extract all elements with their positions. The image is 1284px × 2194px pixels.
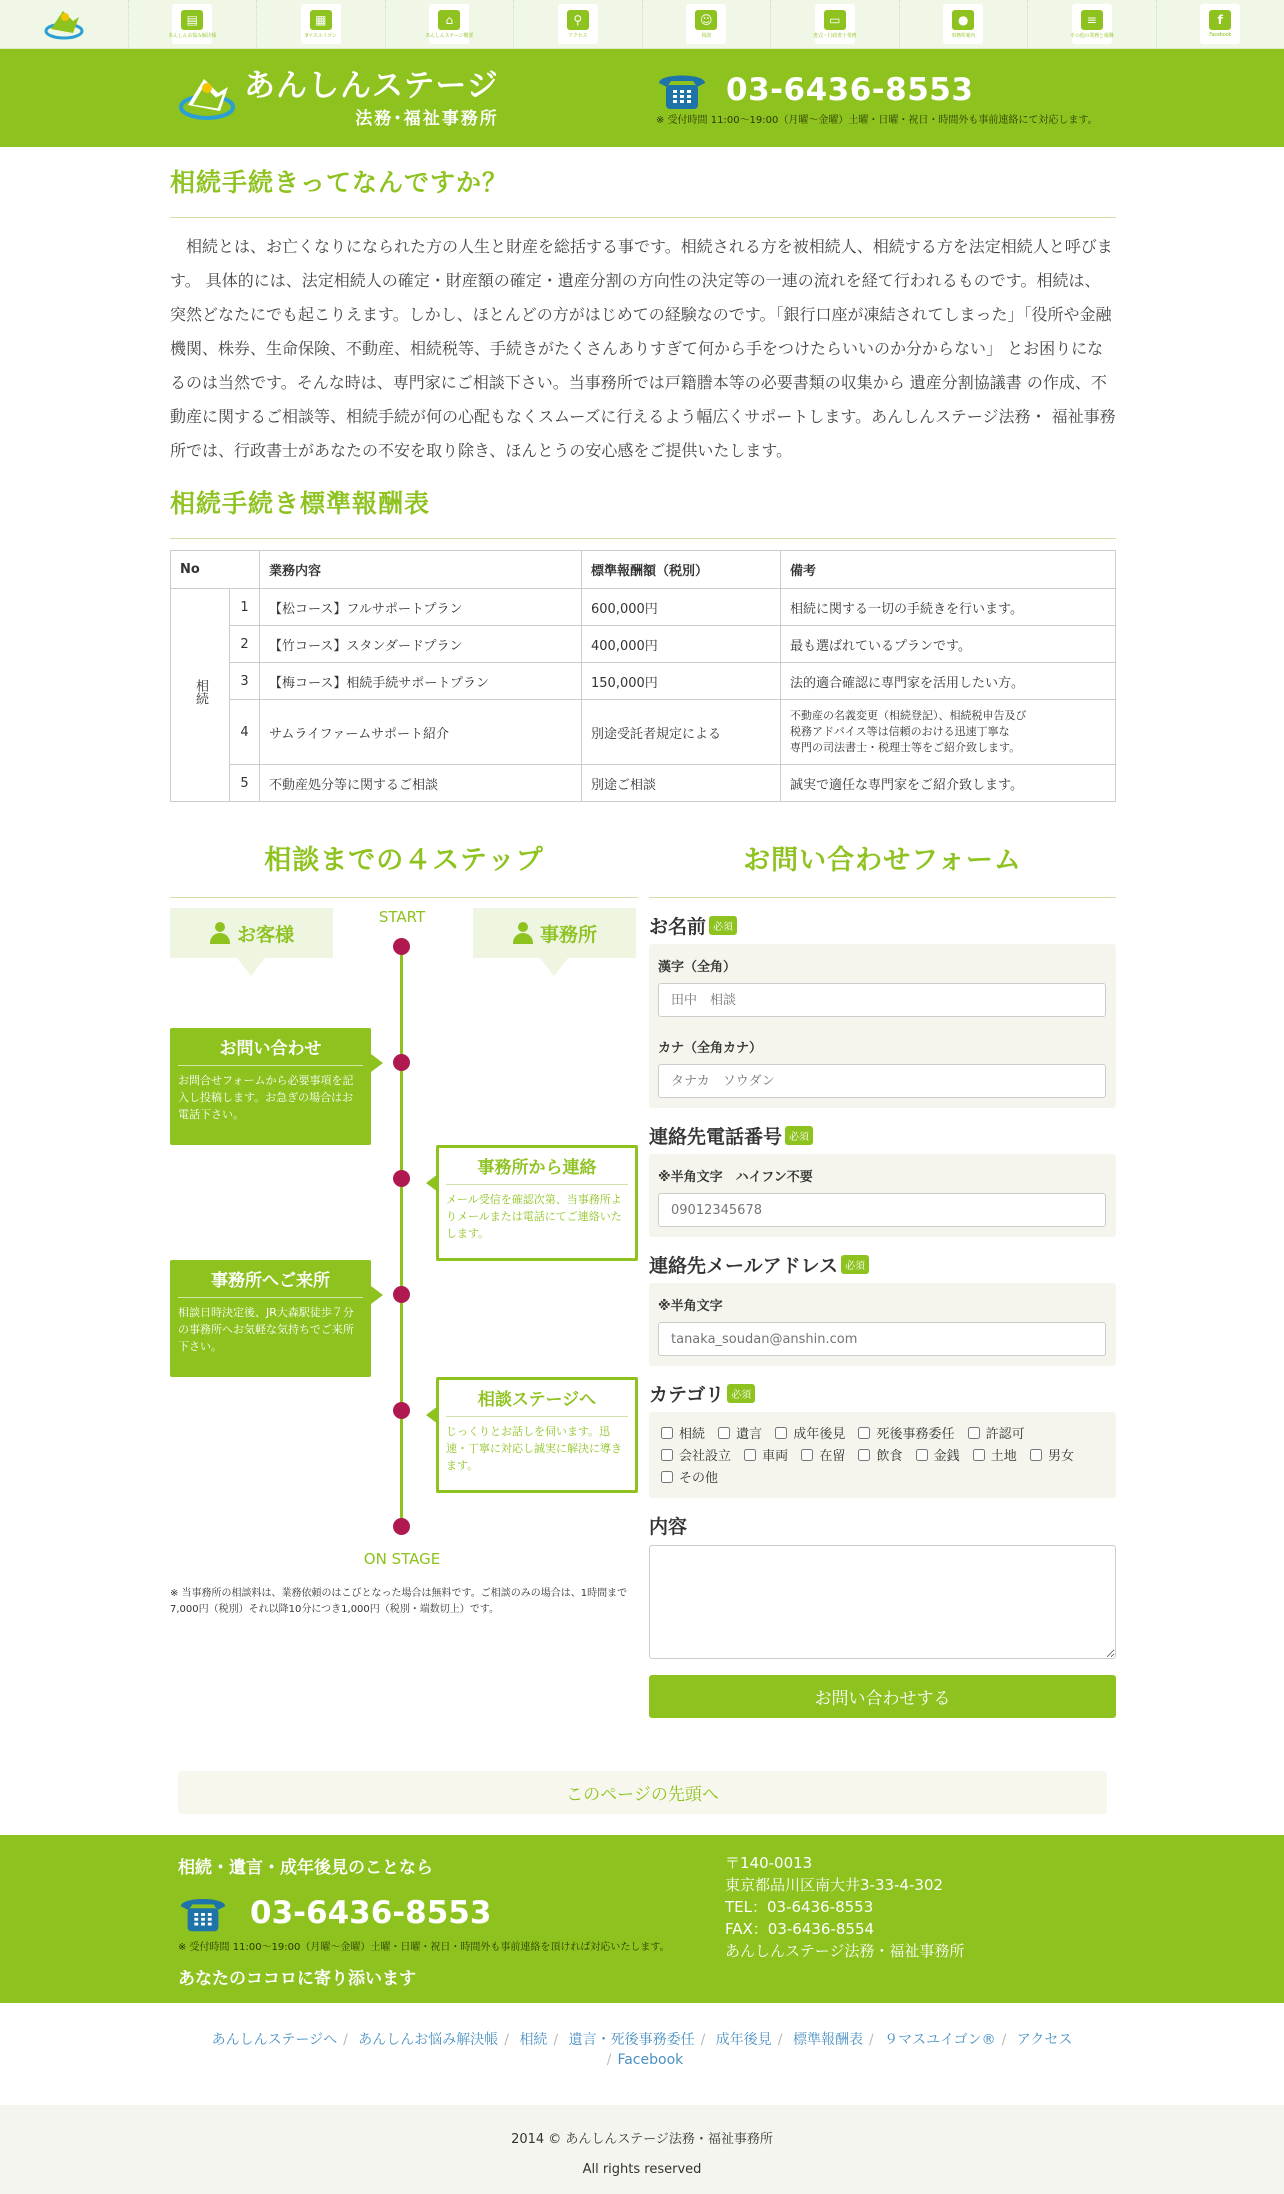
top-nav <box>0 0 1284 49</box>
timeline-end-label: ON STAGE <box>342 1550 462 1568</box>
checkbox[interactable] <box>858 1427 870 1439</box>
checkbox[interactable] <box>801 1449 813 1461</box>
office-label: 事務所 <box>540 920 597 947</box>
table-header-row <box>171 551 1116 589</box>
row-fee: 600,000円 <box>582 589 781 626</box>
th-note: 備考 <box>781 551 1116 589</box>
row-no: 5 <box>230 765 260 802</box>
name-field-group <box>649 944 1116 1108</box>
nav-label: 相談 <box>701 32 711 39</box>
row-service: サムライファームサポート紹介 <box>260 700 582 765</box>
nav-item-overview[interactable] <box>386 0 515 48</box>
steps-section <box>170 838 638 1718</box>
step-title: お問い合わせ <box>178 1034 363 1066</box>
nav-item-other[interactable] <box>1028 0 1157 48</box>
nav-item-consult[interactable] <box>643 0 772 48</box>
row-note-line: 不動産の名義変更（相続登記）、相続税申告及び <box>790 708 1106 724</box>
steps-title: 相談までの４ステップ <box>170 838 638 898</box>
logo-emblem-icon <box>178 73 236 123</box>
back-to-top-link[interactable]: このページの先頭へ <box>178 1771 1107 1814</box>
checkbox-label: 車両 <box>762 1449 788 1464</box>
required-badge: 必須 <box>709 916 737 935</box>
steps-and-form <box>170 838 1116 1718</box>
email-sub-label: ※半角文字 <box>658 1295 1107 1314</box>
facebook-icon: f <box>1209 10 1231 30</box>
category-label-text: カテゴリ <box>649 1380 724 1407</box>
category-checkbox[interactable] <box>744 1446 788 1468</box>
row-no: 2 <box>230 626 260 663</box>
step-title: 事務所へご来所 <box>178 1266 363 1298</box>
row-service: 【竹コース】スタンダードプラン <box>260 626 582 663</box>
th-no: No <box>171 551 260 589</box>
intro-title: 相続手続きってなんですか？ <box>170 147 1116 218</box>
footer-phone-number[interactable]: 03-6436-8553 <box>250 1895 491 1931</box>
header-contact <box>656 69 1116 128</box>
footer-link[interactable]: 標準報酬表 <box>793 2032 863 2048</box>
copyright-text: 2014 © あんしんステージ法務・福祉事務所 <box>0 2125 1284 2155</box>
category-label <box>649 1380 1116 1407</box>
office-role-box <box>473 908 636 958</box>
checkbox-label: 死後事務委任 <box>876 1427 954 1442</box>
nav-label: 書式・行政書士業務 <box>813 32 856 39</box>
link-separator: / <box>869 2032 874 2048</box>
kanji-label: 漢字（全角） <box>658 956 1107 975</box>
link-separator: / <box>607 2052 612 2068</box>
link-separator: / <box>778 2032 783 2048</box>
content-label-text: 内容 <box>649 1512 687 1539</box>
timeline-dot <box>393 1286 410 1303</box>
checkbox-label: その他 <box>679 1471 718 1486</box>
site-header <box>0 49 1284 147</box>
row-note <box>781 700 1116 765</box>
footer-hours-note: ※ 受付時間 11:00～19:00（月曜～金曜）土曜・日曜・祝日・時間外も事前連絡を頂ければ対応いたします。 <box>178 1938 725 1953</box>
category-label: 相続 <box>190 679 210 705</box>
step-consult-stage <box>436 1377 638 1493</box>
checkbox[interactable] <box>718 1427 730 1439</box>
checkbox-label: 在留 <box>819 1449 845 1464</box>
category-checkbox[interactable] <box>968 1424 1025 1446</box>
link-separator: / <box>343 2032 348 2048</box>
map-pin-icon: ⚲ <box>567 10 589 30</box>
row-note: 誠実で適任な専門家をご紹介致します。 <box>781 765 1116 802</box>
footer-link[interactable]: あんしんお悩み解決帳 <box>358 2032 498 2048</box>
link-separator: / <box>504 2032 509 2048</box>
timeline-dot <box>393 1054 410 1071</box>
checkbox[interactable] <box>661 1427 673 1439</box>
category-checkbox[interactable] <box>858 1424 954 1446</box>
step-desc: お問合せフォームから必要事項を記入し投稿します。お急ぎの場合はお電話下さい。 <box>178 1072 363 1123</box>
step-office-contact <box>436 1145 638 1261</box>
table-row <box>171 765 1116 802</box>
fees-table <box>170 550 1116 802</box>
telephone-icon <box>656 69 708 111</box>
timeline-dot <box>393 938 410 955</box>
client-role-box <box>170 908 333 958</box>
steps-timeline <box>170 898 638 1578</box>
footer-contact <box>0 1835 1284 2003</box>
nav-item-documents[interactable] <box>771 0 900 48</box>
checkbox-label: 金銭 <box>934 1449 960 1464</box>
layers-icon: ≡ <box>1081 10 1103 30</box>
checkbox-label: 許認可 <box>986 1427 1025 1442</box>
logo-subtitle: 法務･福祉事務所 <box>244 104 499 129</box>
rights-text: All rights reserved <box>0 2155 1284 2185</box>
fax-number: FAX：03-6436-8554 <box>725 1918 964 1940</box>
checkbox[interactable] <box>968 1427 980 1439</box>
phone-field-group <box>649 1154 1116 1237</box>
timeline-start-label: START <box>342 908 462 926</box>
checkbox[interactable] <box>1030 1449 1042 1461</box>
checkbox-label: 相続 <box>679 1427 705 1442</box>
row-service: 【松コース】フルサポートプラン <box>260 589 582 626</box>
footer-link[interactable]: ９マスユイゴン® <box>884 2032 995 2048</box>
logo-title: あんしんステージ <box>244 68 499 104</box>
footer-link-facebook[interactable]: Facebook <box>617 2052 683 2068</box>
category-group <box>649 1412 1116 1498</box>
nav-label: アクセス <box>568 32 587 39</box>
required-badge: 必須 <box>841 1255 869 1274</box>
table-row <box>171 663 1116 700</box>
step-desc: 相談日時決定後、JR大森駅徒歩７分の事務所へお気軽な気持ちでご来所下さい。 <box>178 1304 363 1355</box>
email-field-group <box>649 1283 1116 1366</box>
footer-link[interactable]: あんしんステージへ <box>212 2032 337 2048</box>
person-icon: ● <box>952 10 974 30</box>
client-label: お客様 <box>237 920 294 947</box>
kanji-name-input[interactable] <box>658 983 1106 1017</box>
row-fee: 別途受託者規定による <box>582 700 781 765</box>
category-checkbox[interactable] <box>661 1468 718 1490</box>
step-desc: メール受信を確認次第、当事務所よりメールまたは電話にてご連絡いたします。 <box>446 1191 628 1242</box>
timeline-line <box>400 946 403 1526</box>
step-visit <box>170 1260 371 1377</box>
row-no: 3 <box>230 663 260 700</box>
chat-icon: ☺ <box>695 10 717 30</box>
required-badge: 必須 <box>785 1126 813 1145</box>
category-cell <box>171 589 230 802</box>
row-service: 【梅コース】相続手続サポートプラン <box>260 663 582 700</box>
step-contact <box>170 1028 371 1145</box>
category-checkbox[interactable] <box>973 1446 1017 1468</box>
timeline-dot <box>393 1518 410 1535</box>
footer-link[interactable]: 成年後見 <box>716 2032 772 2048</box>
row-note: 法的適合確認に専門家を活用したい方。 <box>781 663 1116 700</box>
house-icon: ⌂ <box>438 10 460 30</box>
table-row <box>171 589 1116 626</box>
category-checkbox[interactable] <box>775 1424 845 1446</box>
footer-links <box>0 2003 1284 2105</box>
nav-item-access[interactable] <box>514 0 643 48</box>
content-label <box>649 1512 1116 1539</box>
footer-link[interactable]: 遺言・死後事務委任 <box>569 2032 695 2048</box>
phone-label <box>649 1122 1116 1149</box>
email-input[interactable] <box>658 1322 1106 1356</box>
postal-code: 〒140-0013 <box>725 1852 964 1874</box>
category-checkbox[interactable] <box>801 1446 845 1468</box>
checkbox-label: 会社設立 <box>679 1449 731 1464</box>
link-separator: / <box>701 2032 706 2048</box>
grid-icon: ▦ <box>310 10 332 30</box>
row-no: 4 <box>230 700 260 765</box>
nav-label: 9マスユイゴン <box>305 32 337 39</box>
nav-label: あんしんステージ概要 <box>425 32 473 39</box>
kana-name-input[interactable] <box>658 1064 1106 1098</box>
content-textarea[interactable] <box>649 1545 1116 1659</box>
row-fee: 150,000円 <box>582 663 781 700</box>
footer-link[interactable]: 相続 <box>519 2032 547 2048</box>
row-fee: 別途ご相談 <box>582 765 781 802</box>
phone-label-text: 連絡先電話番号 <box>649 1122 782 1149</box>
phone-input[interactable] <box>658 1193 1106 1227</box>
email-label <box>649 1251 1116 1278</box>
contact-form <box>649 838 1116 1718</box>
row-note-line: 税務アドバイス等は信頼のおける迅速丁寧な <box>790 724 1106 740</box>
step-title: 相談ステージへ <box>446 1385 628 1417</box>
checkbox[interactable] <box>661 1471 673 1483</box>
submit-button[interactable]: お問い合わせする <box>649 1675 1116 1718</box>
nav-label: あんしんお悩み解決帳 <box>168 32 216 39</box>
nav-item-facebook[interactable] <box>1157 0 1284 48</box>
row-no: 1 <box>230 589 260 626</box>
footer-address <box>725 1852 964 2003</box>
category-checkbox[interactable] <box>916 1446 960 1468</box>
row-note: 相続に関する一切の手続きを行います。 <box>781 589 1116 626</box>
book-icon: ▤ <box>181 10 203 30</box>
checkbox[interactable] <box>775 1427 787 1439</box>
street-address: 東京都品川区南大井3-33-4-302 <box>725 1874 964 1896</box>
intro-body: 相続とは、お亡くなりになられた方の人生と財産を総括する事です。相続される方を被相続人、相続する方を法定相続人と呼びます。 具体的には、法定相続人の確定・財産額の確定・遺産分割の方向性の決定等の一連の流れを経て行われるものです。相続は、 突然どなたにでも起こりえます。しかし、ほとんどの方がはじめての経験なのです。「銀行口座が凍結されてしまった」「役所や金融機関、株券、生命保険、不動産、相続税等、手続きがたくさんありすぎて何から手をつけたらいいのか分からない」 とお困りになるのは当然です。そんな時は、専門家にご相談下さい。当事務所では戸籍謄本等の必要書類の収集から 遺産分割協議書 の作成、不動産に関するご相談等、相続手続が何の心配もなくスムーズに行えるよう幅広くサポートします。あんしんステージ法務・ 福祉事務所では、行政書士があなたの不安を取り除き、ほんとうの安心感をご提供いたします。 <box>170 230 1116 468</box>
phone-sub-label: ※半角文字 ハイフン不要 <box>658 1166 1107 1185</box>
checkbox[interactable] <box>744 1449 756 1461</box>
checkbox[interactable] <box>973 1449 985 1461</box>
checkbox-label: 成年後見 <box>793 1427 845 1442</box>
kana-label: カナ（全角カナ） <box>658 1037 1107 1056</box>
nav-label: Facebook <box>1209 32 1231 38</box>
nav-item-worry-book[interactable] <box>129 0 258 48</box>
category-checkbox[interactable] <box>1030 1446 1074 1468</box>
checkbox-label: 飲食 <box>876 1449 902 1464</box>
telephone-icon <box>178 1891 228 1935</box>
footer-tagline: 相続・遺言・成年後見のことなら <box>178 1853 725 1878</box>
row-fee: 400,000円 <box>582 626 781 663</box>
checkbox-label: 男女 <box>1048 1449 1074 1464</box>
nav-item-9masu[interactable] <box>257 0 386 48</box>
form-title: お問い合わせフォーム <box>649 838 1116 898</box>
timeline-dot <box>393 1402 410 1419</box>
nav-home-logo[interactable] <box>0 0 129 48</box>
checkbox-label: 土地 <box>991 1449 1017 1464</box>
person-icon <box>209 922 231 944</box>
footer-slogan: あなたのココロに寄り添います <box>178 1964 725 1989</box>
fees-title: 相続手続き標準報酬表 <box>170 478 1116 539</box>
checkbox[interactable] <box>858 1449 870 1461</box>
category-checkbox[interactable] <box>661 1424 705 1446</box>
table-row <box>171 626 1116 663</box>
nav-label: 事務所案内 <box>951 32 975 39</box>
name-label <box>649 912 1116 939</box>
step-desc: じっくりとお話しを伺います。迅速・丁寧に対応し誠実に解決に導きます。 <box>446 1423 628 1474</box>
category-checkbox[interactable] <box>718 1424 762 1446</box>
header-phone-number[interactable]: 03-6436-8553 <box>726 72 973 108</box>
checkbox-label: 遺言 <box>736 1427 762 1442</box>
row-note-line: 専門の司法書士・税理士等をご紹介致します。 <box>790 740 1106 756</box>
checkbox[interactable] <box>916 1449 928 1461</box>
required-badge: 必須 <box>727 1384 755 1403</box>
nav-label: その他の業務と報酬 <box>1070 32 1113 39</box>
category-checkbox[interactable] <box>661 1446 731 1468</box>
main-content <box>170 147 1116 1718</box>
consult-fee-note: ※ 当事務所の相談料は、業務依頼のはこびとなった場合は無料です。ご相談のみの場合は、1時間まで7,000円（税別）それ以降10分につき1,000円（税別・端数切上）です。 <box>170 1586 638 1618</box>
document-icon: ▭ <box>824 10 846 30</box>
name-label-text: お名前 <box>649 912 706 939</box>
category-checkbox[interactable] <box>858 1446 902 1468</box>
logo-text <box>244 68 499 129</box>
person-icon <box>512 922 534 944</box>
email-label-text: 連絡先メールアドレス <box>649 1251 838 1278</box>
tel-number: TEL：03-6436-8553 <box>725 1896 964 1918</box>
table-row <box>171 700 1116 765</box>
link-separator: / <box>1002 2032 1007 2048</box>
copyright <box>0 2105 1284 2194</box>
nav-item-office[interactable] <box>900 0 1029 48</box>
office-name: あんしんステージ法務・福祉事務所 <box>725 1940 964 1962</box>
th-fee: 標準報酬額（税別） <box>582 551 781 589</box>
site-logo[interactable] <box>178 65 518 131</box>
row-note: 最も選ばれているプランです。 <box>781 626 1116 663</box>
step-title: 事務所から連絡 <box>446 1153 628 1185</box>
logo-mark-icon <box>43 7 85 41</box>
checkbox[interactable] <box>661 1449 673 1461</box>
footer-link[interactable]: アクセス <box>1017 2032 1073 2048</box>
timeline-dot <box>393 1170 410 1187</box>
header-hours-note: ※ 受付時間 11:00～19:00（月曜～金曜）土曜・日曜・祝日・時間外も事前連絡にて対応します。 <box>656 114 1116 128</box>
th-service: 業務内容 <box>260 551 582 589</box>
link-separator: / <box>553 2032 558 2048</box>
row-service: 不動産処分等に関するご相談 <box>260 765 582 802</box>
